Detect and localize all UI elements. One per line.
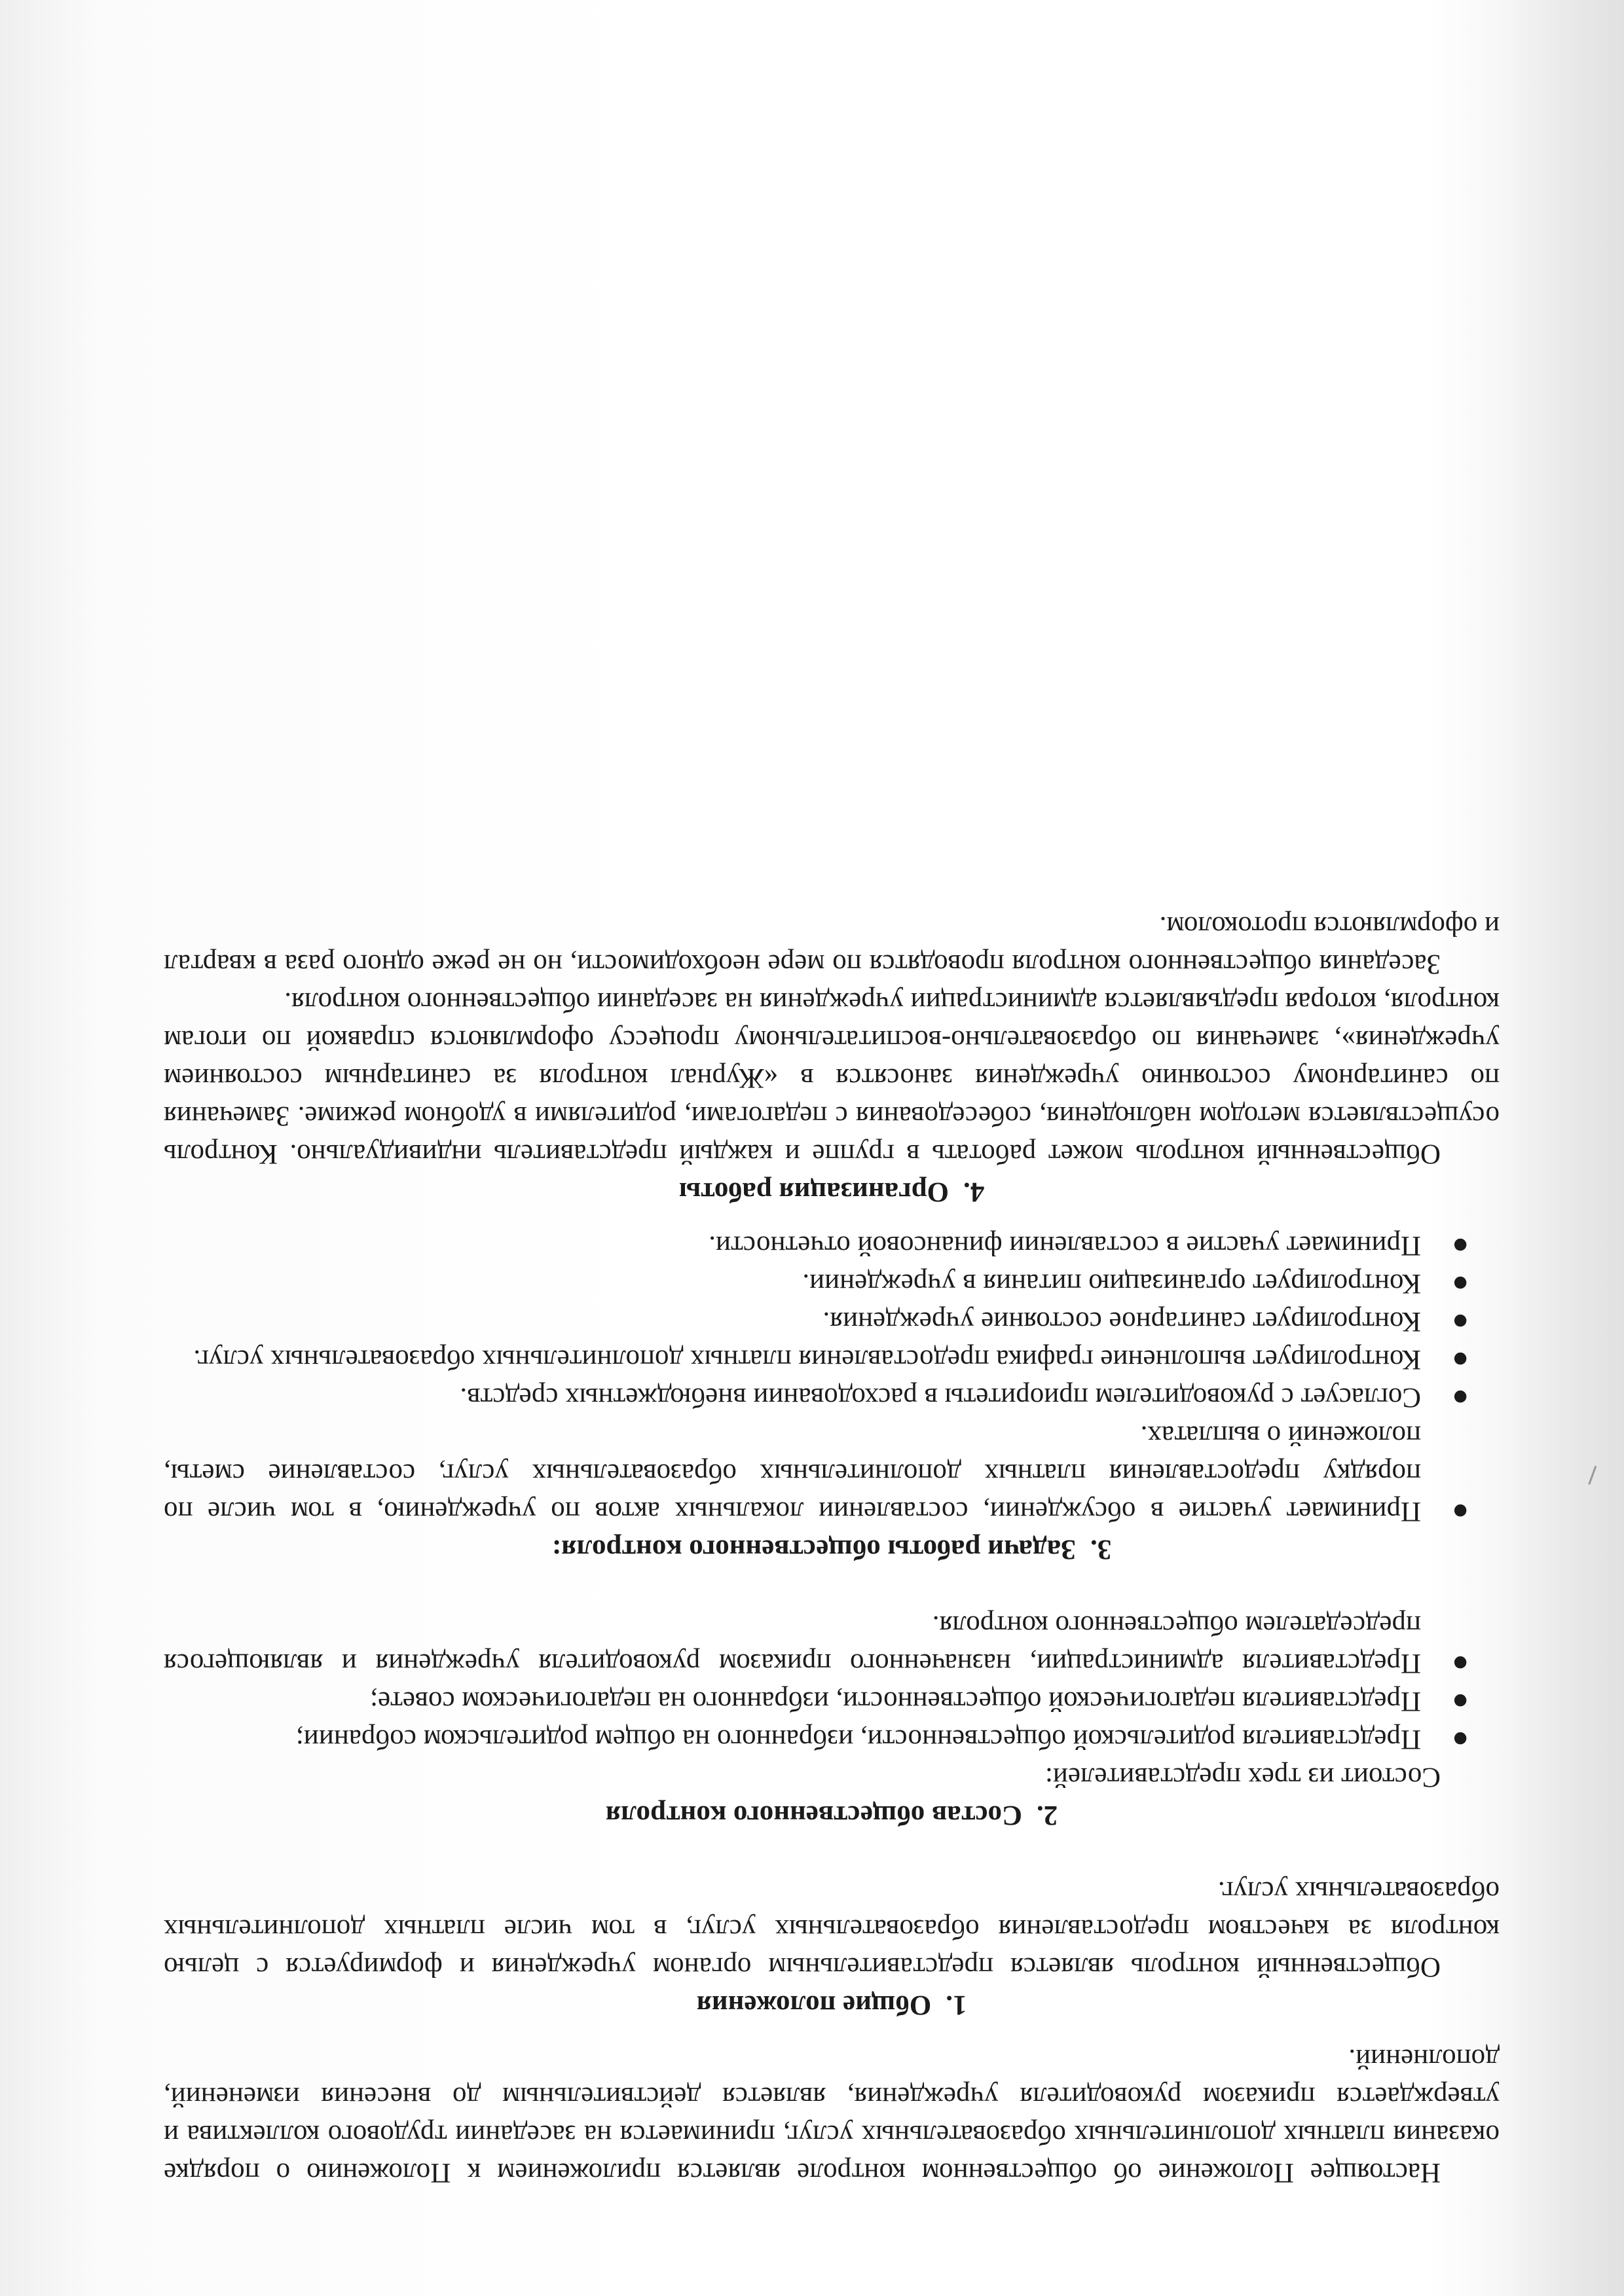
bullet-icon: ●	[1452, 1306, 1469, 1337]
section-3-list	[164, 1226, 1500, 1530]
section-2-number: 2.	[1037, 1800, 1058, 1831]
section-4-text-1: Общественный контроль может работать в группе и каждый представитель индивидуально. Контроль осуществляется методом наблюдения, собеседования с педагогами, родителями в удобном режиме. Замечания по санитарному состоянию учреждения заносятся в «Журнал контроля за санитарным состоянием учреждения», замечания по образовательно-воспитательному процессу оформляются справкой по итогам контроля, которая предъявляется администрации учреждения на заседании общественного контроля.	[164, 987, 1500, 1169]
bullet-icon: ●	[1452, 1686, 1469, 1717]
list-item: ● Контролирует санитарное состояние учреждения.	[164, 1302, 1500, 1340]
list-item: ● Контролирует организацию питания в учреждении.	[164, 1264, 1500, 1302]
section-3-heading	[164, 1530, 1500, 1568]
section-2-lead: Состоит из трех представителей:	[1044, 1762, 1441, 1793]
list-item: ● Принимает участие в составлении финансовой отчетности.	[164, 1226, 1500, 1264]
section-2-list	[164, 1606, 1500, 1758]
section-3-number: 3.	[1090, 1534, 1112, 1565]
document-body	[164, 907, 1500, 2191]
section-3-title: Задачи работы общественного контроля:	[551, 1534, 1076, 1565]
bullet-icon: ●	[1452, 1344, 1469, 1375]
list-item: ● Представителя администрации, назначенного приказом руководителя учреждения и являющегося председателем общественного контроля.	[164, 1606, 1500, 1682]
list-item: ● Согласует с руководителем приоритеты в расходовании внебюджетных средств.	[164, 1378, 1500, 1416]
section-2-heading	[164, 1796, 1500, 1834]
bullet-icon: ●	[1452, 1724, 1469, 1755]
bullet-icon: ●	[1452, 1268, 1469, 1299]
list-item: ● Представителя родительской общественности, избранного на общем родительском собрании;	[164, 1720, 1500, 1758]
section-4-title: Организация работы	[678, 1176, 950, 1207]
section-4-text-2: Заседания общественного контроля проводятся по мере необходимости, но не реже одного раза в квартал и оформляются протоколом.	[164, 911, 1500, 979]
list-item: ● Контролирует выполнение графика предоставления платных дополнительных образовательных услуг.	[164, 1340, 1500, 1378]
list-item: ● Принимает участие в обсуждении, составлении локальных актов по учреждению, в том числе по порядку предоставления платных дополнительных образовательных услуг, составление сметы, положений о выплатах.	[164, 1416, 1500, 1530]
bullet-icon: ●	[1452, 1230, 1469, 1261]
bullet-icon: ●	[1452, 1496, 1469, 1527]
section-2-title: Состав общественного контроля	[605, 1800, 1023, 1831]
section-1-number: 1.	[946, 1990, 967, 2020]
section-1-text: Общественный контроль является представительным органом учреждения и формируется с целью контроля за качеством предоставления образовательных услуг, в том числе платных дополнительных образовательных услуг.	[164, 1876, 1500, 1982]
section-4-heading	[164, 1173, 1500, 1211]
bullet-icon: ●	[1452, 1648, 1469, 1679]
section-4-number: 4.	[963, 1176, 985, 1207]
section-1-title: Общие положения	[696, 1990, 932, 2020]
bullet-icon: ●	[1452, 1382, 1469, 1413]
intro-paragraph: Настоящее Положение об общественном контроле является приложением к Положению о порядке оказания платных дополнительных образовательных услуг, принимается на заседании трудового коллектива и утверждается приказом руководителя учреждения, является действительным до внесения изменений, дополнений.	[164, 2043, 1500, 2188]
section-1-heading	[164, 1986, 1500, 2024]
list-item: ● Представителя педагогической общественности, избранного на педагогическом совете;	[164, 1682, 1500, 1720]
